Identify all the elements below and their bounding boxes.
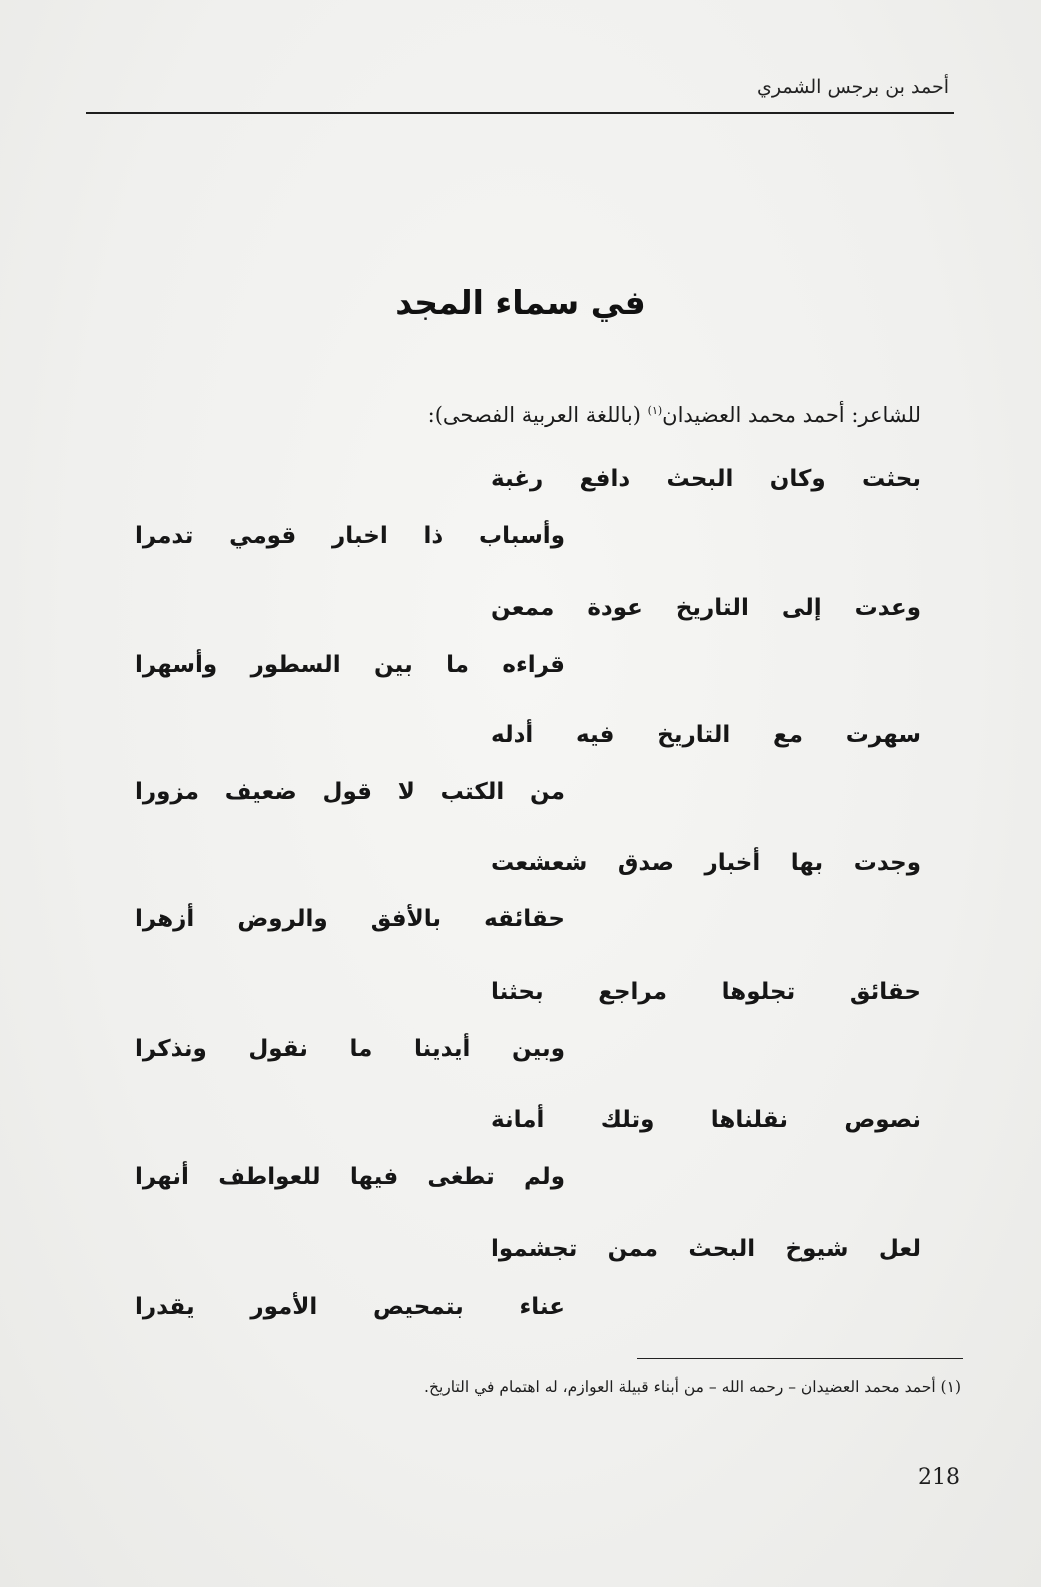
footnote: (١) أحمد محمد العضيدان – رحمه الله – من أبناء قبيلة العوازم، له اهتمام في التاريخ. (424, 1378, 961, 1396)
footnote-reference: (١) (647, 404, 663, 417)
verse-line: بحثت وكان البحث دافع رغبة (491, 466, 921, 492)
header-rule (86, 112, 954, 114)
verse-line: نصوص نقلناها وتلك أمانة (491, 1107, 921, 1133)
poet-intro-text: للشاعر: أحمد محمد العضيدان (662, 403, 921, 427)
verse-line: وجدت بها أخبار صدق شعشعت (491, 850, 921, 876)
verse-line: وأسباب ذا اخبار قومي تدمرا (135, 523, 565, 549)
poet-intro (428, 403, 921, 427)
verse-line: حقائقه بالأفق والروض أزهرا (135, 906, 565, 932)
verse-line: سهرت مع التاريخ فيه أدله (491, 722, 921, 748)
verse-line: ولم تطغى فيها للعواطف أنهرا (135, 1164, 565, 1190)
running-head: أحمد بن برجس الشمري (757, 76, 949, 98)
verse-line: وعدت إلى التاريخ عودة ممعن (491, 595, 921, 621)
verse-line: وبين أيدينا ما نقول ونذكرا (135, 1036, 565, 1062)
verse-line: حقائق تجلوها مراجع بحثنا (491, 979, 921, 1005)
poem-title: في سماء المجد (395, 283, 646, 322)
page-number: 218 (918, 1465, 960, 1490)
footnote-rule (637, 1358, 963, 1359)
verse-line: من الكتب لا قول ضعيف مزورا (135, 779, 565, 805)
verse-line: لعل شيوخ البحث ممن تجشموا (491, 1236, 921, 1262)
verse-line: قراءه ما بين السطور وأسهرا (135, 652, 565, 678)
poet-intro-suffix: (باللغة العربية الفصحى): (427, 403, 648, 427)
verse-line: عناء بتمحيص الأمور يقدرا (135, 1294, 565, 1320)
